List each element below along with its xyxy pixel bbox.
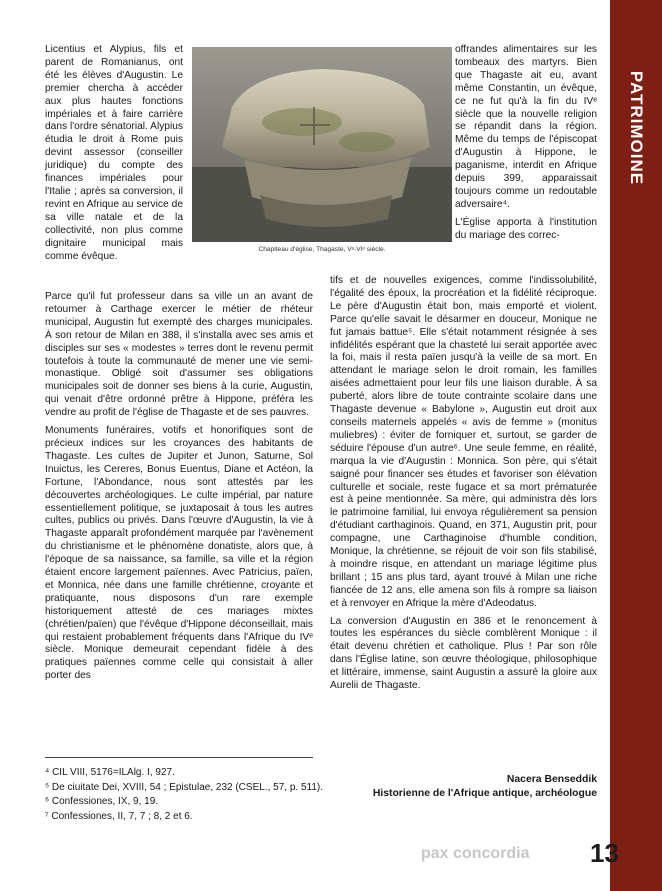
paragraph: tifs et de nouvelles exigences, comme l'indissolubilité, l'égalité des époux, la procréation et la fidélité réciproque. Le père d'Augustin était bon, mais emporté et violent. Parce qu'elle savait le désarmer en douceur, Monique ne fut jamais battue⁵. Elle s'était notamment résignée à ses infidélités espérant que la chasteté lui serait apportée avec la foi, mais il resta païen jusqu'à la veille de sa mort. En attendant le mariage selon le droit romain, les familles aisées admettaient pour leur fils une liaison durable. À sa puberté, alors libre de toute contrainte scolaire dans une Thagaste devenue « Babylone », Augustin eut droit aux conseils maternels appelés « avis de femme » (monitus muliebres) : éviter de forniquer et, surtout, se garder de séduire l'épouse d'un autre⁶. Une seule femme, en réalité, marqua la vie d'Augustin : Monnica. Son père, qui s'était saigné pour financer ses études et favoriser son élévation culturelle et sociale, reste fugace et sa mort prématurée est à peine mentionnée. Sa mère, qui administra dès lors le patrimoine familial, lui envoya régulièrement sa pension d'étudiant carthaginois. Quand, en 371, Augustin prit, pour compagne, une Carthaginoise d'humble condition, Monique, la chrétienne, se réjouit de voir son fils stabilisé, à moindre risque, en attendant un mariage légitime plus brillant ; 15 ans plus tard, ayant trouvé à Milan une riche fiancée de 12 ans, elle amena son fils à rompre sa liaison et à renvoyer en Afrique la mère d'Adeodatus. xyxy=(330,275,597,609)
paragraph: Monuments funéraires, votifs et honorifiques sont de précieux indices sur les croyances des habitants de Thagaste. Les cultes de Jupiter et Junon, Saturne, Sol Inuictus, les Cereres, Bonus Euentus, Diane et Actéon, la Fortune, l'Abondance, nous sont attestés par les découvertes archéologiques. Le culte impérial, par nature essentiellement politique, se juxtaposait à tous les autres cultes, publics ou privés. Dans l'œuvre d'Augustin, la vie à Thagaste apparaît profondément marquée par l'avènement du christianisme et le phénomène donatiste, alors que, à l'époque de sa naissance, sa famille, sa ville et la région étaient encore largement païennes. Avec Patricius, païen, et Monnica, née dans une famille chrétienne, croyante et pratiquante, nous disposons d'un rare exemple historiquement attesté de ces mariages mixtes (chrétien/païen) que l'évêque d'Hippone déconseillait, mais qui restaient probablement fréquents dans l'Afrique du IVᵉ siècle. Monique demeurait cependant fidèle à des pratiques païennes comme celle qui consistait à aller porter des xyxy=(45,425,313,682)
section-title: PATRIMOINE xyxy=(627,70,646,186)
page-number: 13 xyxy=(590,838,619,868)
author-role: Historienne de l'Afrique antique, archéologue xyxy=(372,788,597,799)
paragraph: offrandes alimentaires sur les tombeaux des martyrs. Bien que Thagaste ait eu, avant même Constantin, un évêque, ce ne fut qu'à la fin du IVᵉ siècle que la nouvelle religion se répandit dans la région. Même du temps de l'épiscopat d'Augustin à Hippone, le paganisme, interdit en Afrique depuis 399, apparaissait toujours comme un redoutable adversaire⁴. xyxy=(455,44,597,210)
capital-photo xyxy=(192,47,452,242)
paragraph: Licentius et Alypius, fils et parent de Romanianus, ont été les élèves d'Augustin. Le premier chercha à accéder aux plus hautes fonctions impériales et à faire carrière dans l'ordre sénatorial. Alypius étudia le droit à Rome puis devint assessor (conseiller juridique) du compte des finances impériales pour l'Italie ; après sa conversion, il revint en Afrique au service de sa ville natale et de la collectivité, non plus comme dignitaire municipal mais comme évêque. xyxy=(45,44,183,262)
footnote: ⁶ Confessiones, IX, 9, 19. xyxy=(45,796,159,807)
footnote: ⁷ Confessiones, II, 7, 7 ; 8, 2 et 6. xyxy=(45,810,193,822)
paragraph: Parce qu'il fut professeur dans sa ville un an avant de retourner à Carthage exercer le métier de rhéteur municipal, Augustin fut exempté des charges municipales. À son retour de Milan en 388, il s'installa avec ses amis et disciples sur ses « modestes » terres dont le revenu permit toutefois à toute la communauté de mener une vie semi-monastique. Obligé soit d'assumer ses obligations municipales soit de donner ses biens à la curie, Augustin, qui venait d'être ordonné prêtre à Hippone, préféra les vendre au profit de l'église de Thagaste et de ses pauvres. xyxy=(45,291,313,419)
author-name: Nacera Benseddik xyxy=(506,774,597,785)
column-right-main xyxy=(330,275,597,698)
photo-caption: Chapiteau d'église, Thagaste, Vᵉ-VIᵉ siècle. xyxy=(258,246,386,253)
footnote: ⁴ CIL VIII, 5176=ILAlg. I, 927. xyxy=(45,767,175,778)
column-right-top xyxy=(455,44,597,243)
column-left-top xyxy=(45,44,183,268)
capital-stone-image xyxy=(192,47,452,242)
section-label xyxy=(610,0,662,260)
footnote-divider xyxy=(45,757,313,758)
signature xyxy=(330,773,597,801)
paragraph: La conversion d'Augustin en 386 et le renoncement à toutes les espérances du siècle comblèrent Monique : il était devenu chrétien et catholique. Plus ! Par son rôle dans l'Église latine, son œuvre théologique, philosophique et littéraire, immense, saint Augustin a assuré la gloire aux Aurelii de Thagaste. xyxy=(330,615,597,692)
footnote: ⁵ De ciuitate Dei, XVIII, 54 ; Epistulae, 232 (CSEL., 57, p. 511). xyxy=(45,781,323,793)
column-left-main xyxy=(45,291,313,688)
magazine-logo: pax concordia xyxy=(421,845,530,862)
footnotes xyxy=(45,766,325,824)
paragraph: L'Église apporta à l'institution du mariage des correc- xyxy=(455,216,597,241)
